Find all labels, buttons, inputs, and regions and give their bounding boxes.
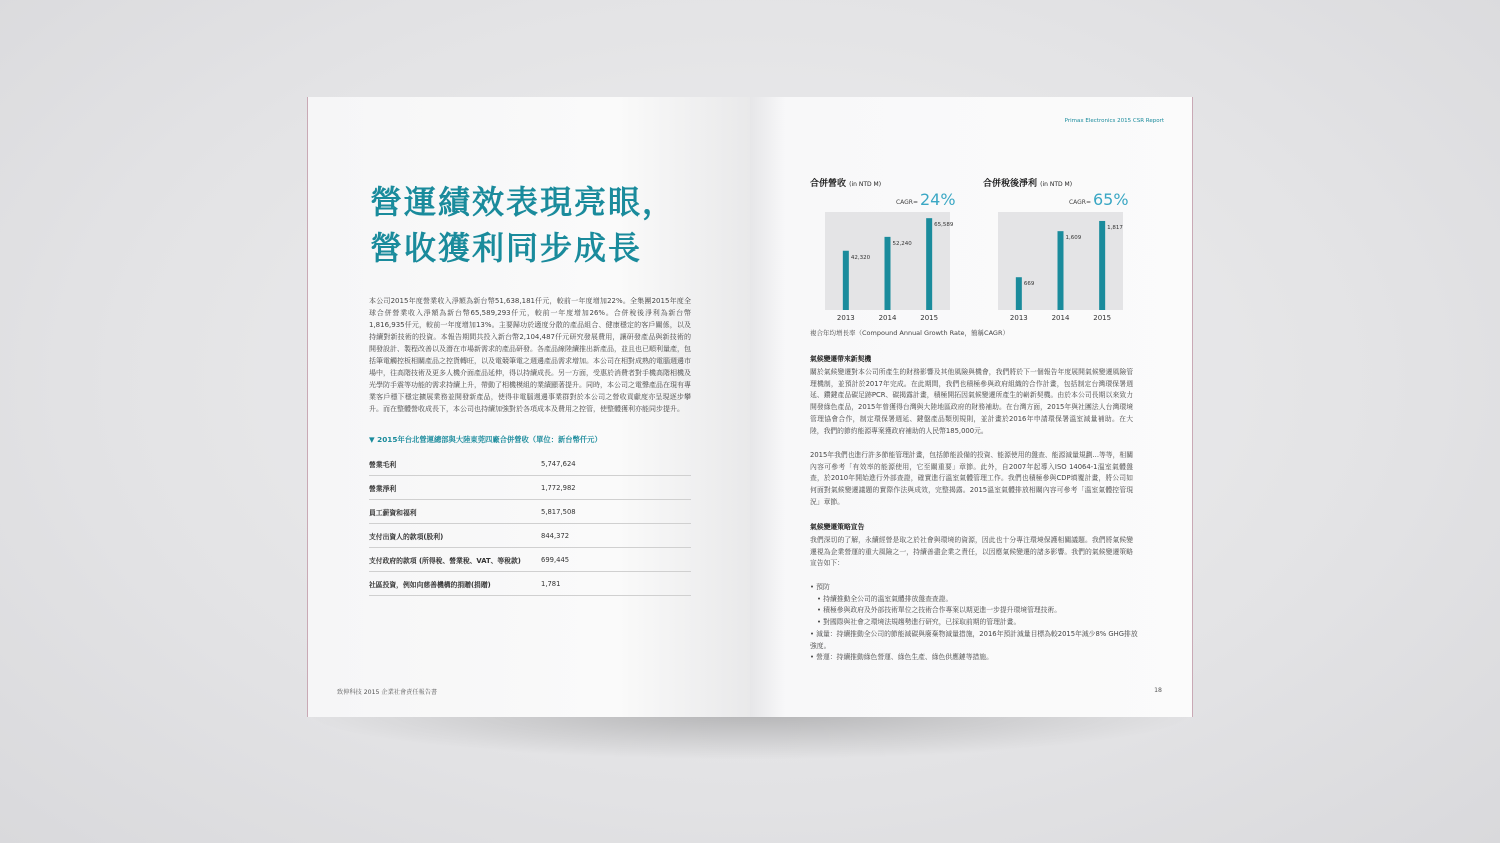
table-row: [369, 548, 691, 572]
data-label: 669: [1023, 281, 1035, 288]
intro-paragraph: 本公司2015年度營業收入淨額為新台幣51,638,181仟元，較前一年度增加22%。全集團2015年度全球合併營業收入淨額為新台幣65,589,293仟元，較前一年度增加26%。合併稅後淨利為新台幣1,816,935仟元，較前一年度增加13%。主要歸功於適度分散的產品組合、健康穩定的客戶關係，以及持續對新技術的投資。本報告期間共投入新台幣2,104,487仟元研究發展費用，讓研發產品與新技術的開發設計、製程改善以及潛在市場新需求的產品研發。各產品線陸續推出新產品，並且也已順利量產，包括筆電觸控板相關產品之控貨轉旺，以及電競筆電之週邊產品需求增加。本公司在相對成熟的電腦週邊市場中，往高階技術及更多人機介面產品延伸，得以持續成長。另一方面，受惠於消費者對手機高階相機及光學防手震等功能的需求持續上升，帶動了相機模組的業績顯著提升。同時，本公司之電聲產品在現有專業客戶穩下穩定擴展業務並開發新產品，使得非電腦週邊事業群對於本公司之營收貢獻度亦呈現逐步攀升。而在整體營收成長下，本公司也持續加強對於各項成本及費用之控管，使整體獲利亦能同步提升。: [369, 297, 691, 413]
bar-2015: [926, 218, 932, 310]
revenue-chart: [810, 182, 960, 327]
cagr-note: 複合年均增長率（Compound Annual Growth Rate，簡稱CAGR）: [810, 329, 1009, 337]
row-value: 5,817,508: [541, 507, 576, 516]
data-label: 1,817: [1107, 224, 1123, 231]
row-label: 支付政府的款項 (所得稅、營業稅、VAT、等稅款): [369, 556, 521, 565]
net-income-chart: [983, 182, 1133, 327]
table-row: [369, 524, 691, 548]
row-value: 844,372: [541, 531, 570, 540]
data-label: 42,320: [850, 254, 871, 261]
data-label: 65,589: [934, 222, 954, 229]
bar-2013: [843, 251, 849, 310]
table-row: [369, 452, 691, 476]
bar-2015: [1099, 221, 1105, 310]
tick-label: 2015: [920, 314, 939, 322]
left-page: [307, 97, 750, 717]
page-number: 18: [1154, 687, 1162, 694]
tick-label: 2014: [1051, 314, 1070, 322]
right-page: [750, 97, 1193, 717]
row-label: 營業毛利: [369, 460, 397, 469]
row-label: 社區投資，例如向慈善機構的捐贈(捐贈): [369, 580, 491, 589]
tick-label: 2015: [1093, 314, 1112, 322]
section1-title: 氣候變遷帶來新契機: [810, 355, 872, 363]
row-value: 1,772,982: [541, 483, 576, 492]
chart1-unit: (in NTD M): [849, 181, 882, 188]
footer-left: 致伸科技 2015 企業社會責任報告書: [337, 689, 438, 696]
tick-label: 2014: [878, 314, 897, 322]
bar-2013: [1016, 277, 1022, 310]
revenue-table: [369, 452, 691, 596]
cagr-value: 65%: [1093, 190, 1129, 209]
list-item: • 對國際與社會之環境法規趨勢進行研究，已採取前期的管理計畫。: [810, 617, 1140, 629]
row-value: 1,781: [541, 579, 561, 588]
row-value: 699,445: [541, 555, 570, 564]
tick-label: 2013: [1009, 314, 1028, 322]
data-label: 52,240: [892, 240, 912, 247]
bar-2014: [1058, 231, 1064, 310]
data-label: 1,609: [1065, 235, 1082, 242]
cagr-label: CAGR=: [895, 199, 918, 206]
table-row: [369, 476, 691, 500]
row-label: 員工薪資和福利: [369, 508, 417, 517]
cagr-value: 24%: [920, 190, 956, 209]
section2-title: 氣候變遷策略宣告: [810, 523, 865, 531]
chart2-unit: (in NTD M): [1040, 181, 1073, 188]
chart1-title-text: 合併營收: [810, 179, 847, 189]
row-label: 營業淨利: [369, 484, 397, 493]
list-item: • 持續推動全公司的溫室氣體排放盤查查證。: [810, 594, 1140, 606]
section1-paragraph-1: 關於氣候變遷對本公司所產生的財務影響及其他風險與機會，我們將於下一個報告年度展開氣候變遷風險管理機制，並預計於2017年完成。在此期間，我們也積極參與政府組織的合作計畫，包括制定台灣環保署週延、鑽鍵產品碳足跡PCR、碳揭露計畫，積極開拓因氣候變遷所產生的嶄新契機。由於本公司長期以來致力開發綠色產品，2015年曾獲得台灣與大陸地區政府的財務補助。在台灣方面，2015年與社團法人台灣環境管理協會合作，制定環保署週延、鍵盤產品類別規則，並計畫於2016年申請環保署溫室減量補助。在大陸，我們的節約能源專案獲政府補助的人民幣185,000元。: [810, 368, 1133, 435]
table-caption: ▼ 2015年台北營運總部與大陸東莞四廠合併營收（單位：新台幣仟元）: [369, 435, 602, 444]
list-item: • 營運：持續推動綠色營運、綠色生產、綠色供應鏈等措施。: [810, 652, 1140, 664]
list-item: • 積極參與政府及外部技術單位之技術合作專案以期更進一步提升環境管理技術。: [810, 605, 1140, 617]
strategy-list: [810, 582, 1140, 664]
running-head: Primax Electronics 2015 CSR Report: [1064, 118, 1164, 124]
list-item: • 預防: [810, 582, 1140, 594]
section1-paragraph-2: 2015年我們也進行許多節能管理計畫，包括節能設備的投資、能源使用的盤查、能源減量規劃...等等，相關內容可參考「有效率的能源使用，它至關重要」章節。此外，自2007年起導入ISO 14064-1溫室氣體盤查，於2010年開始進行外部查證，確實進行溫室氣體管理工作。我們也積極參與CDP填覆計畫，將公司如何面對氣候變遷議題的實際作法與成效，完整揭露。2015溫室氣體排放相關內容可參考「溫室氣體控管現況」章節。: [810, 451, 1133, 506]
chart2-title-text: 合併稅後淨利: [983, 179, 1038, 189]
bar-2014: [885, 237, 891, 310]
page-headline: [370, 179, 676, 271]
table-row: [369, 500, 691, 524]
section2-paragraph: 我們深切的了解，永續經營是取之於社會與環境的資源，因此也十分專注環境保護相關議題。我們將氣候變遷視為企業營運的重大風險之一，持續善盡企業之責任，以因應氣候變遷的諸多影響。我們的氣候變遷策略宣告如下：: [810, 536, 1133, 568]
row-value: 5,747,624: [541, 459, 576, 468]
row-label: 支付出資人的款項(股利): [369, 532, 444, 541]
headline-line-2: 營收獲利同步成長: [370, 229, 643, 267]
headline-line-1: 營運績效表現亮眼，: [370, 183, 677, 221]
list-item: • 減量：持續推動全公司的節能減碳與廢棄物減量措施，2016年預計減量目標為較2015年減少8% GHG排放強度。: [810, 629, 1140, 652]
tick-label: 2013: [836, 314, 855, 322]
cagr-label: CAGR=: [1068, 199, 1091, 206]
table-row: [369, 572, 691, 596]
